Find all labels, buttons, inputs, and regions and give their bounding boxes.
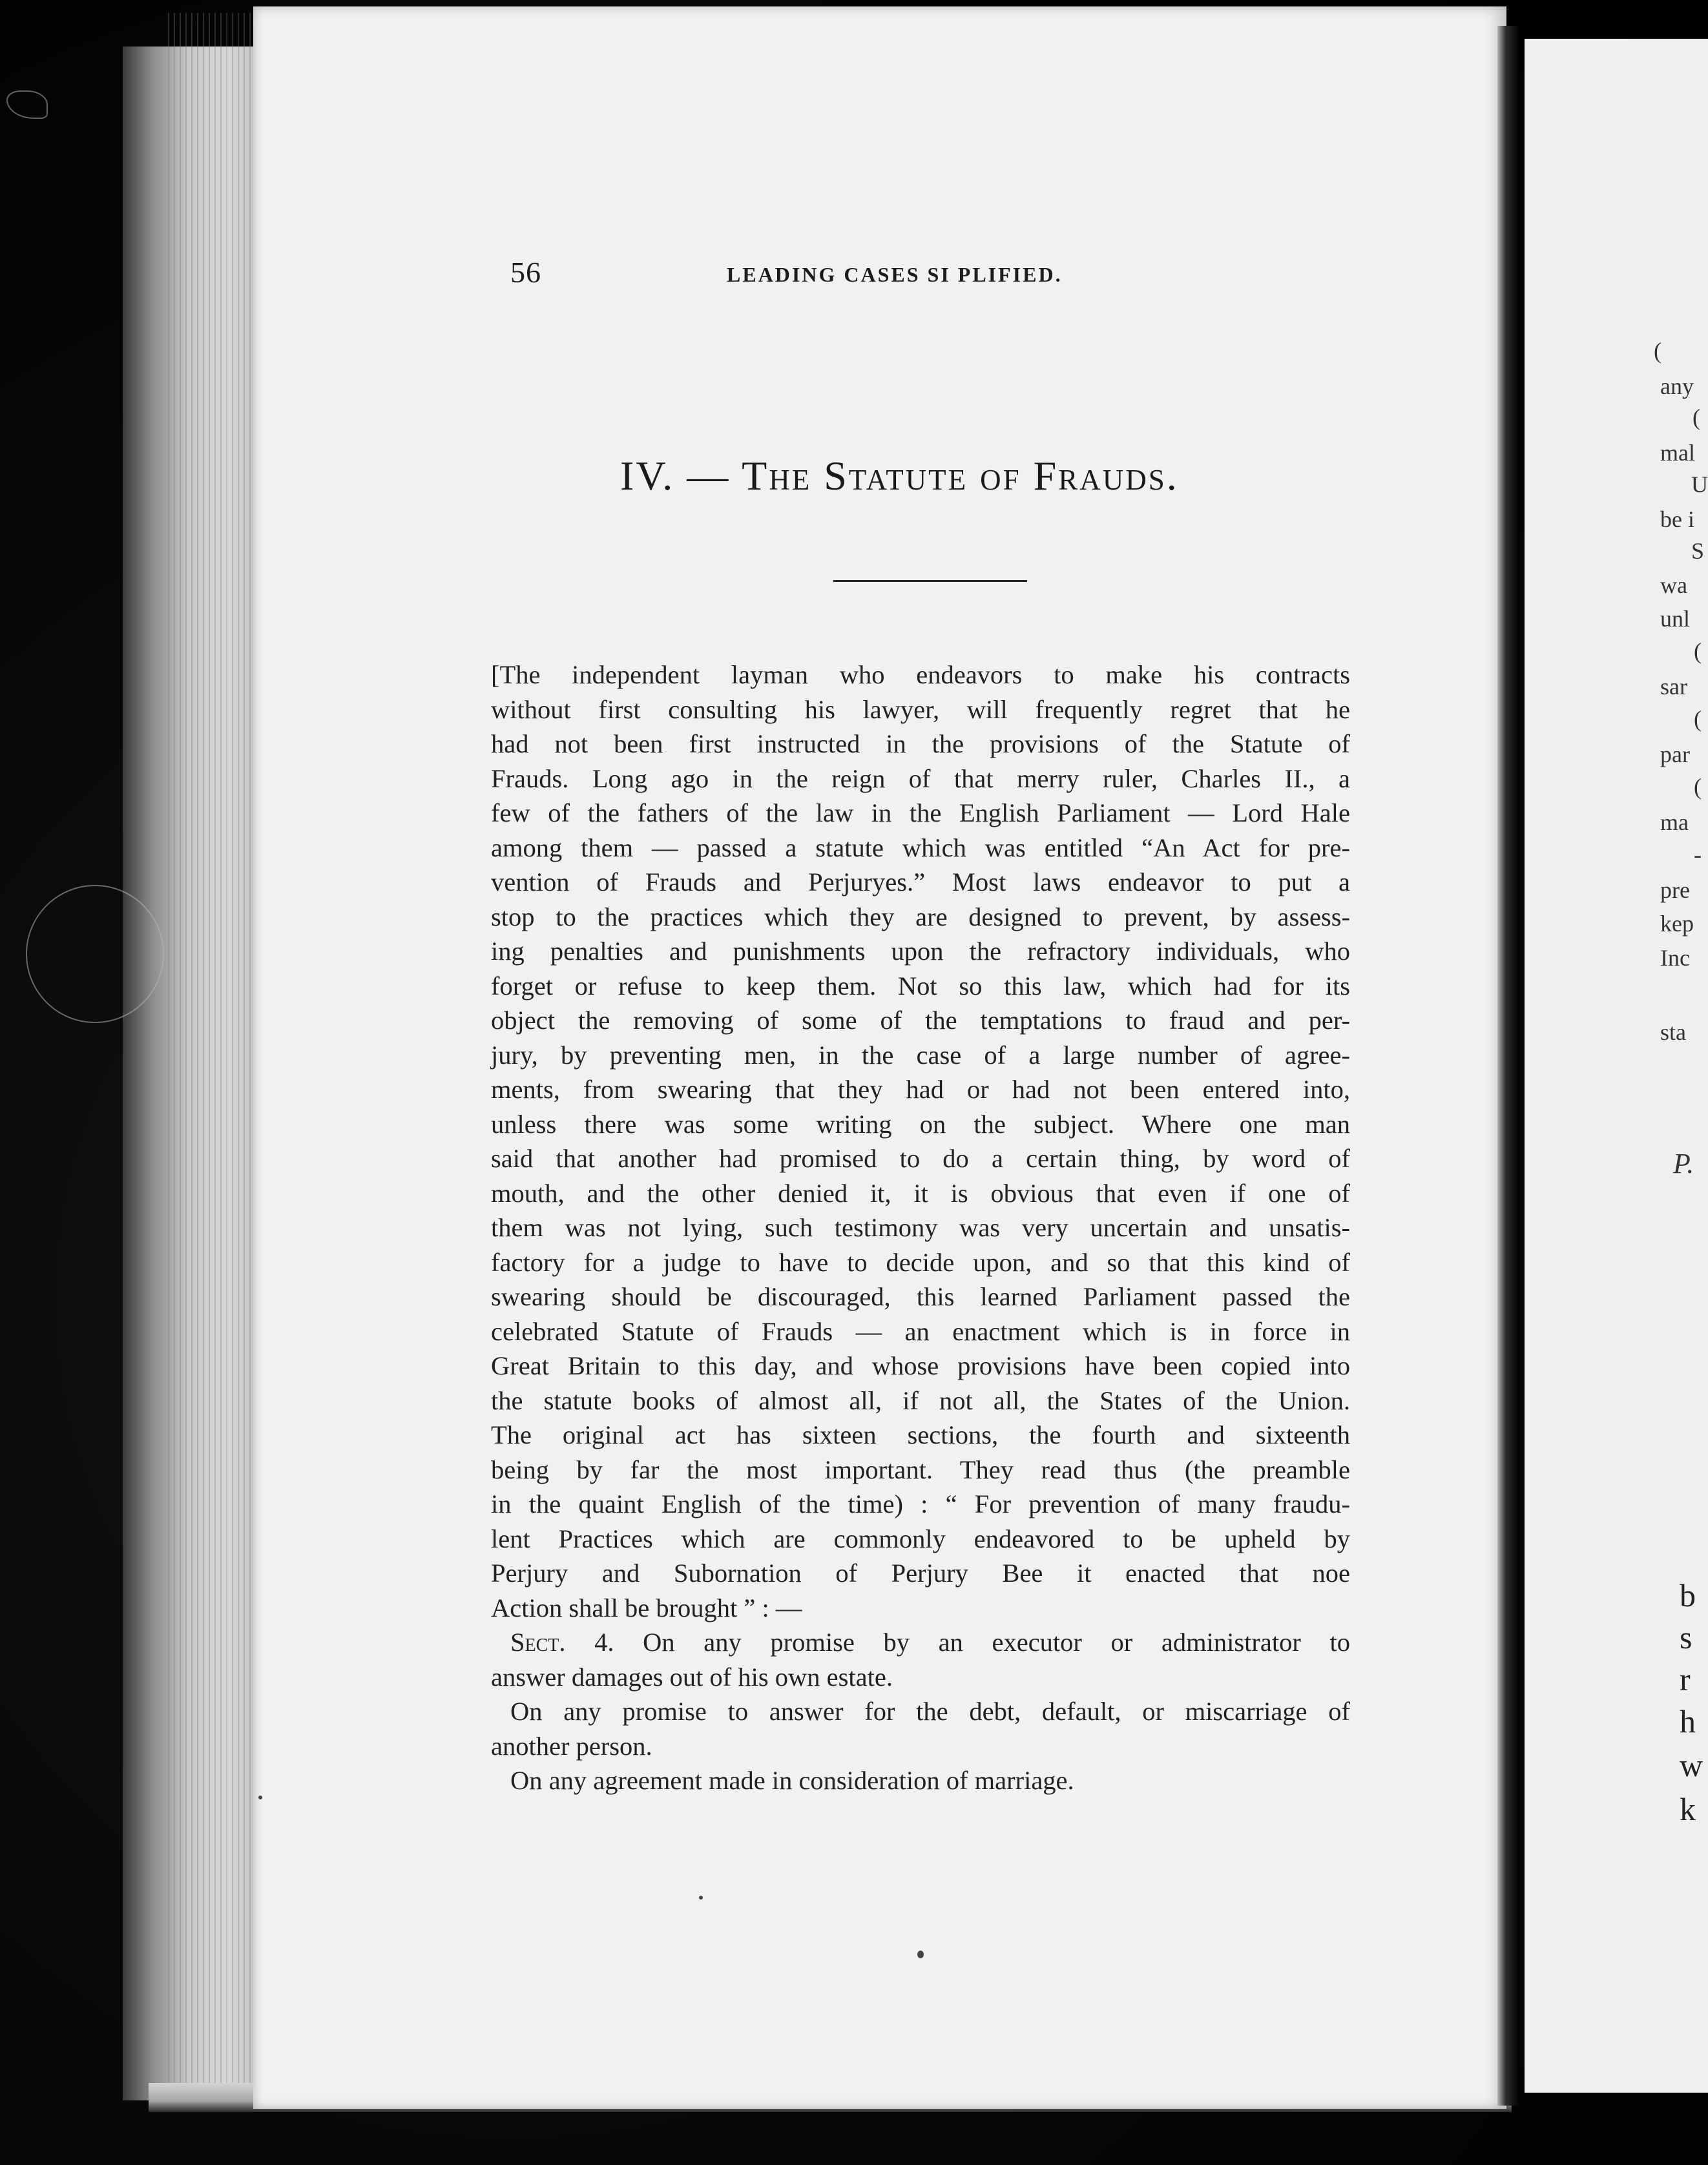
facing-page-fragment: w xyxy=(1680,1747,1703,1783)
facing-page-fragment: par xyxy=(1660,741,1690,767)
text-line: them was not lying, such testimony was very uncertain and unsatis- xyxy=(491,1213,1350,1242)
scan-speck xyxy=(258,1796,262,1799)
text-line: the statute books of almost all, if not all, the States of the Union. xyxy=(491,1385,1350,1415)
section-text: 4. On any promise by an executor or administrator to xyxy=(565,1628,1350,1657)
facing-page-fragment: kep xyxy=(1660,911,1694,937)
text-line: object the removing of some of the temptations to fraud and per- xyxy=(491,1006,1350,1035)
text-line: jury, by preventing men, in the case of a large number of agree- xyxy=(491,1040,1350,1070)
page-edge-lines xyxy=(168,13,258,2106)
facing-page-fragment: U xyxy=(1691,471,1708,497)
facing-page-fragment: Inc xyxy=(1660,945,1690,971)
scan-speck xyxy=(917,1951,924,1958)
facing-page-fragment: sta xyxy=(1660,1019,1686,1045)
facing-page-fragment: - xyxy=(1694,842,1702,867)
facing-page-fragment: b xyxy=(1680,1577,1696,1613)
facing-page-fragment: s xyxy=(1680,1619,1692,1655)
text-line: lent Practices which are commonly endeavored to be upheld by xyxy=(491,1524,1350,1553)
facing-page-fragment: sar xyxy=(1660,674,1687,699)
text-line: Great Britain to this day, and whose provisions have been copied into xyxy=(491,1351,1350,1380)
text-line: factory for a judge to have to decide upon, and so that this kind of xyxy=(491,1247,1350,1277)
text-line: had not been first instructed in the provisions of the Statute of xyxy=(491,729,1350,758)
facing-page xyxy=(1525,39,1708,2093)
text-line: few of the fathers of the law in the English Parliament — Lord Hale xyxy=(491,798,1350,827)
facing-page-fragment: S xyxy=(1691,538,1705,564)
text-line: said that another had promised to do a certain thing, by word of xyxy=(491,1144,1350,1173)
scan-speck xyxy=(699,1896,703,1900)
facing-page-fragment: mal xyxy=(1660,440,1695,466)
facing-page-fragment: ( xyxy=(1694,706,1702,732)
page-number: 56 xyxy=(510,256,541,289)
facing-page-fragment: r xyxy=(1680,1661,1691,1697)
facing-page-fragment: be i xyxy=(1660,506,1694,532)
body-text xyxy=(491,658,1350,1798)
facing-page-fragment: h xyxy=(1680,1703,1696,1739)
text-line: swearing should be discouraged, this learned Parliament passed the xyxy=(491,1282,1350,1311)
text-line: On any agreement made in consideration of marriage. xyxy=(510,1766,1074,1795)
facing-page-fragment: P. xyxy=(1673,1148,1694,1179)
text-line: without first consulting his lawyer, will frequently regret that he xyxy=(491,694,1350,724)
running-head-title: LEADING CASES SI PLIFIED. xyxy=(727,263,1063,286)
text-line: [The independent layman who endeavors to make his contracts xyxy=(491,660,1350,689)
text-line: being by far the most important. They read thus (the preamble xyxy=(491,1455,1350,1484)
facing-page-fragment: unl xyxy=(1660,606,1691,632)
text-line: vention of Frauds and Perjuryes.” Most laws endeavor to put a xyxy=(491,867,1350,896)
text-line: stop to the practices which they are designed to prevent, by assess- xyxy=(491,902,1350,931)
text-line: mouth, and the other denied it, it is obvious that even if one of xyxy=(491,1178,1350,1208)
heading-rule xyxy=(833,580,1027,582)
book-gutter xyxy=(1497,26,1518,2106)
facing-page-fragment: any xyxy=(1660,373,1694,399)
text-line: answer damages out of his own estate. xyxy=(491,1662,893,1692)
scan-scratch xyxy=(26,885,164,1023)
facing-page-fragment: ( xyxy=(1694,774,1702,800)
section-label: Sect. xyxy=(510,1628,566,1657)
text-line: The original act has sixteen sections, the fourth and sixteenth xyxy=(491,1420,1350,1449)
text-line: Frauds. Long ago in the reign of that merry ruler, Charles II., a xyxy=(491,763,1350,793)
facing-page-fragment: ( xyxy=(1692,404,1700,430)
facing-page-fragment: k xyxy=(1680,1791,1696,1827)
section-line xyxy=(491,1625,1350,1660)
text-line: forget or refuse to keep them. Not so this law, which had for its xyxy=(491,971,1350,1000)
facing-page-fragment: ( xyxy=(1654,338,1661,364)
text-line: ing penalties and punishments upon the refractory individuals, who xyxy=(491,937,1350,966)
text-line: On any promise to answer for the debt, default, or miscarriage of xyxy=(510,1697,1350,1726)
text-line: celebrated Statute of Frauds — an enactment which is in force in xyxy=(491,1316,1350,1346)
text-line: ments, from swearing that they had or had not been entered into, xyxy=(491,1075,1350,1104)
facing-page-fragment: wa xyxy=(1660,572,1687,598)
text-line: Action shall be brought ” : — xyxy=(491,1593,802,1622)
text-line: another person. xyxy=(491,1731,652,1761)
facing-page-fragment: pre xyxy=(1660,877,1690,903)
facing-page-fragment: ma xyxy=(1660,809,1689,835)
text-line: in the quaint English of the time) : “ For prevention of many fraudu- xyxy=(491,1489,1350,1518)
chapter-heading: IV. — The Statute of Frauds. xyxy=(620,453,1179,499)
text-line: Perjury and Subornation of Perjury Bee it enacted that noe xyxy=(491,1559,1350,1588)
facing-page-fragment: ( xyxy=(1694,638,1702,664)
running-head xyxy=(510,255,1376,294)
text-line: among them — passed a statute which was entitled “An Act for pre- xyxy=(491,833,1350,862)
text-line: unless there was some writing on the subject. Where one man xyxy=(491,1109,1350,1139)
